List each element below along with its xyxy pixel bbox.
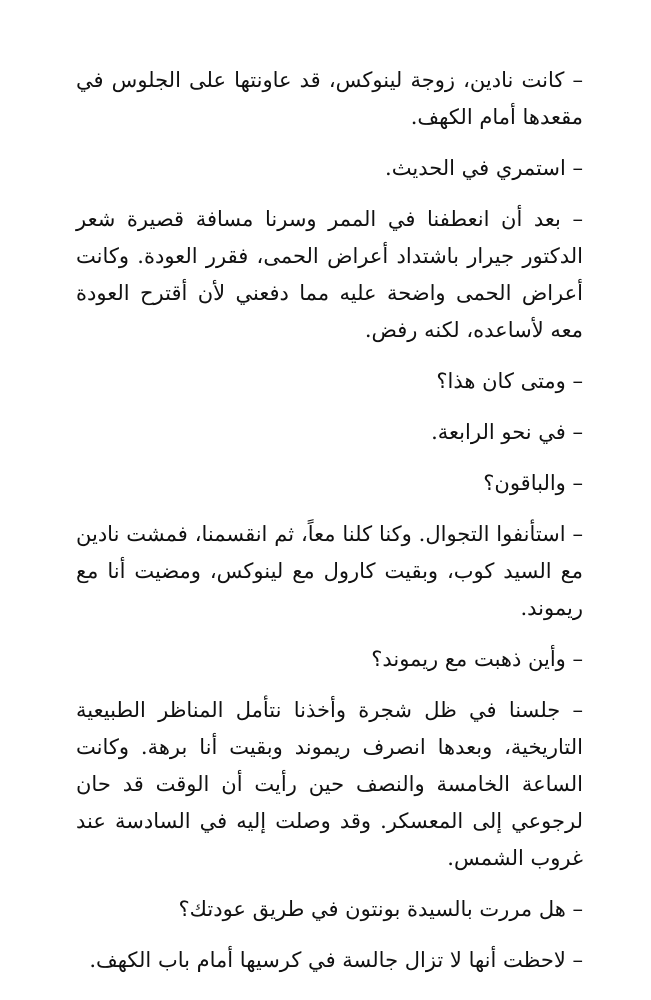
paragraph-2: – استمري في الحديث. — [385, 156, 583, 180]
paragraph-6: – والباقون؟ — [483, 471, 583, 495]
paragraph-9: – جلسنا في ظل شجرة وأخذنا نتأمل المناظر الطبيعية التاريخية، وبعدها انصرف ريموند وبقيت أنا برهة. وكانت الساعة الخامسة والنصف حين رأيت أن الوقت قد حان لرجوعي إلى المعسكر. وقد وصلت إليه في السادسة عند غروب الشمس. — [76, 698, 583, 870]
paragraph-1: – كانت نادين، زوجة لينوكس، قد عاونتها على الجلوس في مقعدها أمام الكهف. — [76, 68, 583, 129]
paragraph-3: – بعد أن انعطفنا في الممر وسرنا مسافة قصيرة شعر الدكتور جيرار باشتداد أعراض الحمى، فقرر العودة. وكانت أعراض الحمى واضحة عليه مما دفعني لأن أقترح العودة معه لأساعده، لكنه رفض. — [76, 207, 583, 342]
paragraph-7: – استأنفوا التجوال. وكنا كلنا معاً، ثم انقسمنا، فمشت نادين مع السيد كوب، وبقيت كارول مع لينوكس، ومضيت أنا مع ريموند. — [76, 522, 583, 620]
paragraph-8: – وأين ذهبت مع ريموند؟ — [371, 647, 583, 671]
paragraph-4: – ومتى كان هذا؟ — [436, 369, 583, 393]
paragraph-11: – لاحظت أنها لا تزال جالسة في كرسيها أمام باب الكهف. — [89, 948, 583, 972]
paragraph-5: – في نحو الرابعة. — [431, 420, 583, 444]
paragraph-10: – هل مررت بالسيدة بونتون في طريق عودتك؟ — [178, 897, 583, 921]
